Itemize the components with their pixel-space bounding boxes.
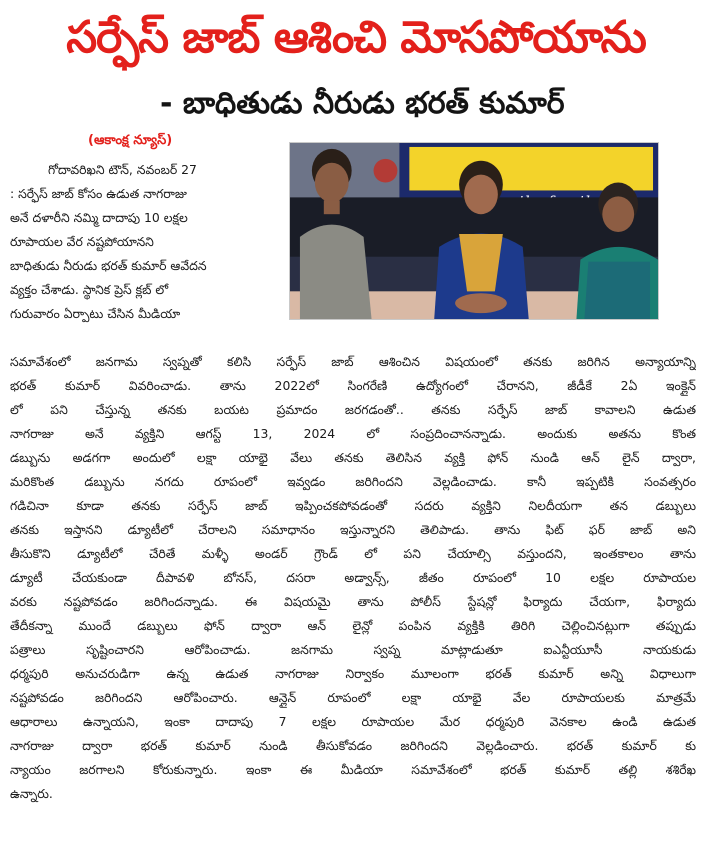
headline: సర్ఫేస్ జాబ్ ఆశించి మోసపోయాను bbox=[66, 12, 646, 63]
body-line: వరకు నష్టపోవడం జరిగిందన్నాడు. ఈ విషయమై తాను పోలీస్ స్టేషన్లో ఫిర్యాదు చేయగా, ఫిర్యాదు bbox=[10, 594, 696, 609]
byline: (ఆకాంక్ష న్యూస్) bbox=[88, 133, 173, 148]
body-line: నాగరాజు ద్వారా భరత్ కుమార్ నుండి తీసుకోవడం జరిగిందని వెల్లడించారు. భరత్ కుమార్ కు bbox=[10, 738, 696, 753]
body-line: నాగరాజు అనే వ్యక్తిని ఆగస్ట్ 13, 2024 లో సంప్రదించానన్నాడు. అందుకు అతను కొంత bbox=[10, 426, 696, 441]
intro-column bbox=[10, 158, 278, 326]
body-line: మరికొంత డబ్బును నగదు రూపంలో ఇవ్వడం జరిగిందని వెల్లడించాడు. కానీ ఇప్పటికి సంవత్సరం bbox=[10, 474, 696, 489]
subheadline: - బాధితుడు నీరుడు భరత్ కుమార్ bbox=[160, 86, 565, 121]
body-line: తేదీకన్నా ముందే డబ్బులు ఫోన్ ద్వారా ఆన్ లైన్లో పంపిన వ్యక్తికి తిరిగి చెల్లించినట్లుగా తప్పుడు bbox=[10, 618, 696, 633]
body-line: గడిచినా కూడా తనకు సర్ఫేస్ జాబ్ ఇప్పించకపోవడంతో సదరు వ్యక్తిని నిలదీయగా తన డబ్బులు bbox=[10, 498, 696, 513]
body-line: డ్యూటీ చేయకుండా దీపావళి బోనస్, దసరా అడ్వాన్స్, జీతం రూపంలో 10 లక్షల రూపాయల bbox=[10, 570, 696, 585]
news-photo bbox=[289, 142, 659, 320]
body-line: ఉన్నారు. bbox=[10, 786, 53, 801]
body-line: డబ్బును అడగగా అందులో లక్షా యాభై వేలు తనకు తెలిసిన వ్యక్తి ఫోన్ నుండి ఆన్ లైన్ ద్వారా, bbox=[10, 450, 696, 465]
column-line: రూపాయల వేర నష్టపోయానని bbox=[10, 234, 154, 249]
article-body bbox=[10, 350, 696, 806]
body-line: సమావేశంలో జనగామ స్వప్నతో కలిసి సర్ఫేస్ జాబ్ ఆశించిన విషయంలో తనకు జరిగిన అన్యాయాన్ని bbox=[10, 354, 696, 369]
column-line: బాధితుడు నీరుడు భరత్ కుమార్ ఆవేదన bbox=[10, 258, 207, 273]
body-line: ఆధారాలు ఉన్నాయని, ఇంకా దాదాపు 7 లక్షల రూపాయల మేర ధర్మపురి వెనకాల ఉండి ఉడుత bbox=[10, 714, 696, 729]
body-line: తనకు ఇస్తానని డ్యూటీలో చేరాలని సమాధానం ఇస్తున్నారని తెలిపాడు. తాను ఫిట్ ఫర్ జాబ్ అని bbox=[10, 522, 696, 537]
body-line: ధర్మపురి అనుచరుడిగా ఉన్న ఉడుత నాగరాజు నిర్వాకం మూలంగా భరత్ కుమార్ అన్ని విధాలుగా bbox=[10, 666, 696, 681]
column-line: వ్యక్తం చేశాడు. స్థానిక ప్రెస్ క్లబ్ లో bbox=[10, 282, 169, 297]
body-line: నష్టపోవడం జరిగిందని ఆరోపించారు. ఆన్లైన్ రూపంలో లక్షా యాభై వేల రూపాయలకు మాత్రమే bbox=[10, 690, 696, 705]
body-line: పత్రాలు సృష్టించారని ఆరోపించాడు. జనగామ స్వప్న మాట్లాడుతూ ఐఎన్టీయూసీ నాయకుడు bbox=[10, 642, 696, 657]
news-photo-illustration bbox=[290, 143, 658, 319]
column-line: గురువారం ఏర్పాటు చేసిన మీడియా bbox=[10, 306, 181, 321]
column-line: గోదావరిఖని టౌన్, నవంబర్ 27 bbox=[48, 162, 197, 177]
body-line: న్యాయం జరగాలని కోరుకున్నారు. ఇంకా ఈ మీడియా సమావేశంలో భరత్ కుమార్ తల్లి శశిరేఖ bbox=[10, 762, 696, 777]
column-line: : సర్ఫేస్ జాబ్ కోసం ఉడుత నాగరాజు bbox=[10, 186, 187, 201]
body-line: భరత్ కుమార్ వివరించాడు. తాను 2022లో సింగరేణి ఉద్యోగంలో చేరానని, జీడీకే 2ఏ ఇంక్లైన్ bbox=[10, 378, 696, 393]
body-line: తీసుకొని డ్యూటీలో చేరితే మళ్ళీ అండర్ గ్రౌండ్ లో పని చేయాల్సి వస్తుందని, ఇంతకాలం తాను bbox=[10, 546, 696, 561]
column-line: అనే దళారీని నమ్మి దాదాపు 10 లక్షల bbox=[10, 210, 188, 225]
body-line: లో పని చేస్తున్న తనకు బయట ప్రమాదం జరగడంతో.. తనకు సర్ఫేస్ జాబ్ కావాలని ఉడుత bbox=[10, 402, 696, 417]
